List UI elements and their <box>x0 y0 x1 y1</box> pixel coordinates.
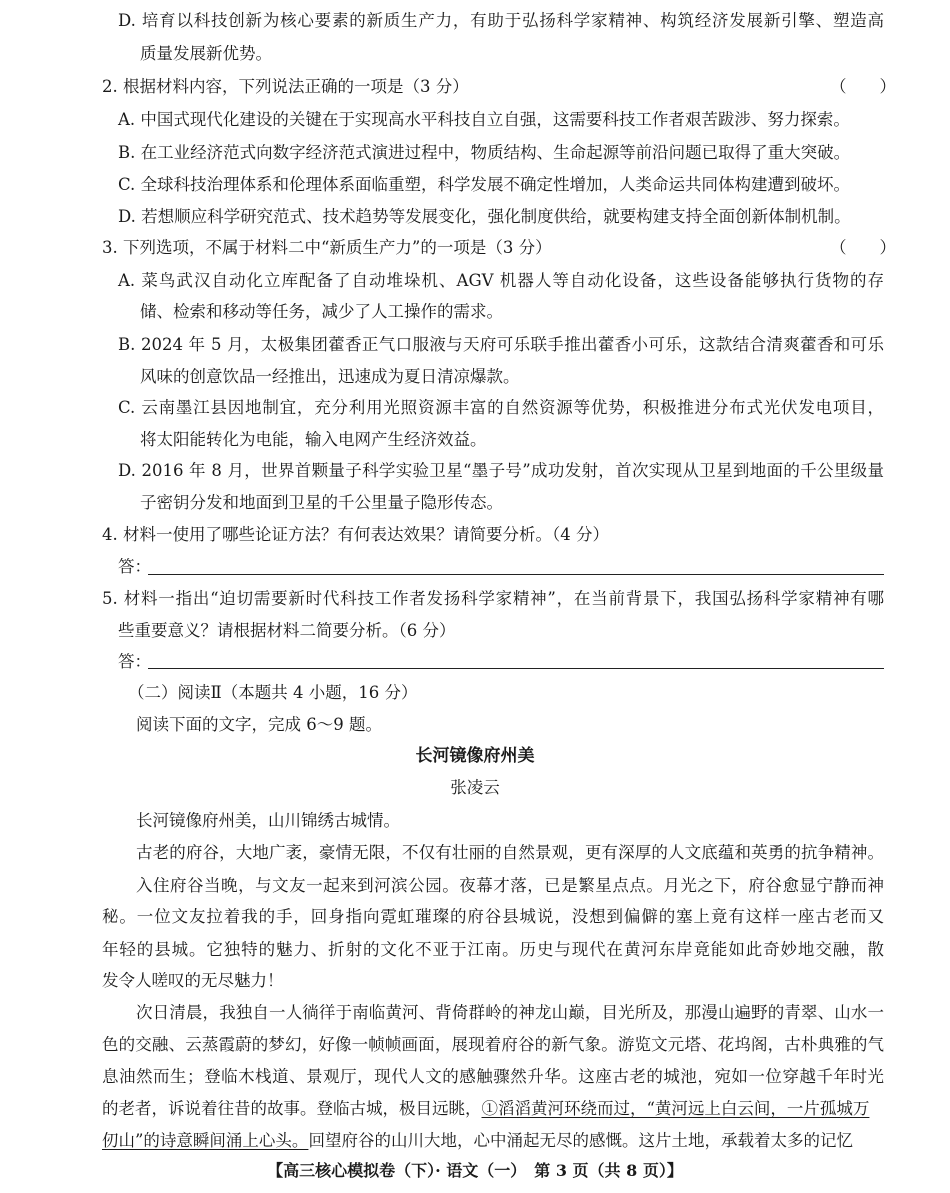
q3-option-c-line1: C. 云南墨江县因地制宜，充分利用光照资源丰富的自然资源等优势，积极推进分布式光伏发电项目， <box>118 398 884 417</box>
q2-stem: 2. 根据材料内容，下列说法正确的一项是（3 分） <box>102 77 469 96</box>
q3-stem: 3. 下列选项，不属于材料二中“新质生产力”的一项是（3 分） <box>102 238 552 257</box>
q5-answer-label: 答： <box>118 652 151 671</box>
passage-para-1: 长河镜像府州美，山川锦绣古城情。 <box>136 811 400 830</box>
passage-para-4-line3: 息油然而生；登临木栈道、景观厅，现代人文的感触骤然升华。这座古老的城池，宛如一位穿越千年时光 <box>102 1067 884 1086</box>
passage-author: 张凌云 <box>450 778 500 797</box>
marked-sentence-1b: 仞山”的诗意瞬间涌上心头。 <box>102 1131 309 1150</box>
passage-para-4-line1: 次日清晨，我独自一人徜徉于南临黄河、背倚群岭的神龙山巅，目光所及，那漫山遍野的青翠、山水一 <box>136 1003 884 1022</box>
q3-option-b-line1: B. 2024 年 5 月，太极集团藿香正气口服液与天府可乐联手推出藿香小可乐，这款结合清爽藿香和可乐 <box>118 335 884 354</box>
q3-answer-bracket: （ ） <box>830 238 896 257</box>
q5-stem-line2: 些重要意义？请根据材料二简要分析。（6 分） <box>118 621 456 640</box>
q1-option-d-line2: 质量发展新优势。 <box>140 44 272 63</box>
q3-option-c-line2: 将太阳能转化为电能，输入电网产生经济效益。 <box>140 430 487 449</box>
q4-answer-line[interactable] <box>148 574 884 575</box>
q1-option-d-line1: D. 培育以科技创新为核心要素的新质生产力，有助于弘扬科学家精神、构筑经济发展新引擎、塑造高 <box>118 11 884 30</box>
q5-stem-line1: 5. 材料一指出“迫切需要新时代科技工作者发扬科学家精神”，在当前背景下，我国弘扬科学家精神有哪 <box>102 589 884 608</box>
section-instruction: 阅读下面的文字，完成 6～9 题。 <box>136 715 382 734</box>
marked-sentence-1a: ①滔滔黄河环绕而过，“黄河远上白云间，一片孤城万 <box>481 1099 870 1118</box>
q3-option-a-line2: 储、检索和移动等任务，减少了人工操作的需求。 <box>140 302 503 321</box>
q4-stem: 4. 材料一使用了哪些论证方法？有何表达效果？请简要分析。（4 分） <box>102 525 609 544</box>
page-footer: 【高三核心模拟卷（下）· 语文（一） 第 3 页（共 8 页）】 <box>267 1161 683 1180</box>
section-heading: （二）阅读Ⅱ（本题共 4 小题，16 分） <box>128 683 418 702</box>
passage-para-4-line4-lead: 的老者，诉说着往昔的故事。登临古城，极目远眺， <box>102 1099 482 1118</box>
q2-option-d: D. 若想顺应科学研究范式、技术趋势等发展变化，强化制度供给，就要构建支持全面创新体制机制。 <box>118 207 851 226</box>
q3-option-d-line2: 子密钥分发和地面到卫星的千公里量子隐形传态。 <box>140 493 503 512</box>
q2-option-a: A. 中国式现代化建设的关键在于实现高水平科技自立自强，这需要科技工作者艰苦跋涉、努力探索。 <box>118 110 850 129</box>
q4-answer-label: 答： <box>118 557 151 576</box>
q3-option-d-line1: D. 2016 年 8 月，世界首颗量子科学实验卫星“墨子号”成功发射，首次实现从卫星到地面的千公里级量 <box>118 461 884 480</box>
passage-para-3-line3: 年轻的县城。它独特的魅力、折射的文化不亚于江南。历史与现代在黄河东岸竟能如此奇妙地交融，散 <box>102 940 884 959</box>
passage-para-4-line2: 色的交融、云蒸霞蔚的梦幻，好像一帧帧画面，展现着府谷的新气象。游览文元塔、花坞阁，古朴典雅的气 <box>102 1035 884 1054</box>
q3-option-a-line1: A. 菜鸟武汉自动化立库配备了自动堆垛机、AGV 机器人等自动化设备，这些设备能够执行货物的存 <box>118 271 884 290</box>
passage-para-4-line5 <box>102 1130 884 1152</box>
q2-answer-bracket: （ ） <box>830 77 896 96</box>
q3-option-b-line2: 风味的创意饮品一经推出，迅速成为夏日清凉爆款。 <box>140 367 520 386</box>
passage-para-4-line4 <box>102 1098 869 1120</box>
passage-para-4-line5-tail: 回望府谷的山川大地，心中涌起无尽的感慨。这片土地，承载着太多的记忆 <box>308 1131 853 1150</box>
passage-para-3-line2: 秘。一位文友拉着我的手，回身指向霓虹璀璨的府谷县城说，没想到偏僻的塞上竟有这样一座古老而又 <box>102 907 884 926</box>
q2-option-c: C. 全球科技治理体系和伦理体系面临重塑，科学发展不确定性增加，人类命运共同体构建遭到破坏。 <box>118 175 851 194</box>
q5-answer-line[interactable] <box>148 668 884 669</box>
passage-para-3-line1: 入住府谷当晚，与文友一起来到河滨公园。夜幕才落，已是繁星点点。月光之下，府谷愈显宁静而神 <box>136 876 884 895</box>
passage-title: 长河镜像府州美 <box>415 746 535 766</box>
passage-para-3-line4: 发令人嗟叹的无尽魅力！ <box>102 971 284 990</box>
passage-para-2: 古老的府谷，大地广袤，豪情无限，不仅有壮丽的自然景观，更有深厚的人文底蕴和英勇的抗争精神。 <box>136 843 884 862</box>
q2-option-b: B. 在工业经济范式向数字经济范式演进过程中，物质结构、生命起源等前沿问题已取得了重大突破。 <box>118 143 851 162</box>
